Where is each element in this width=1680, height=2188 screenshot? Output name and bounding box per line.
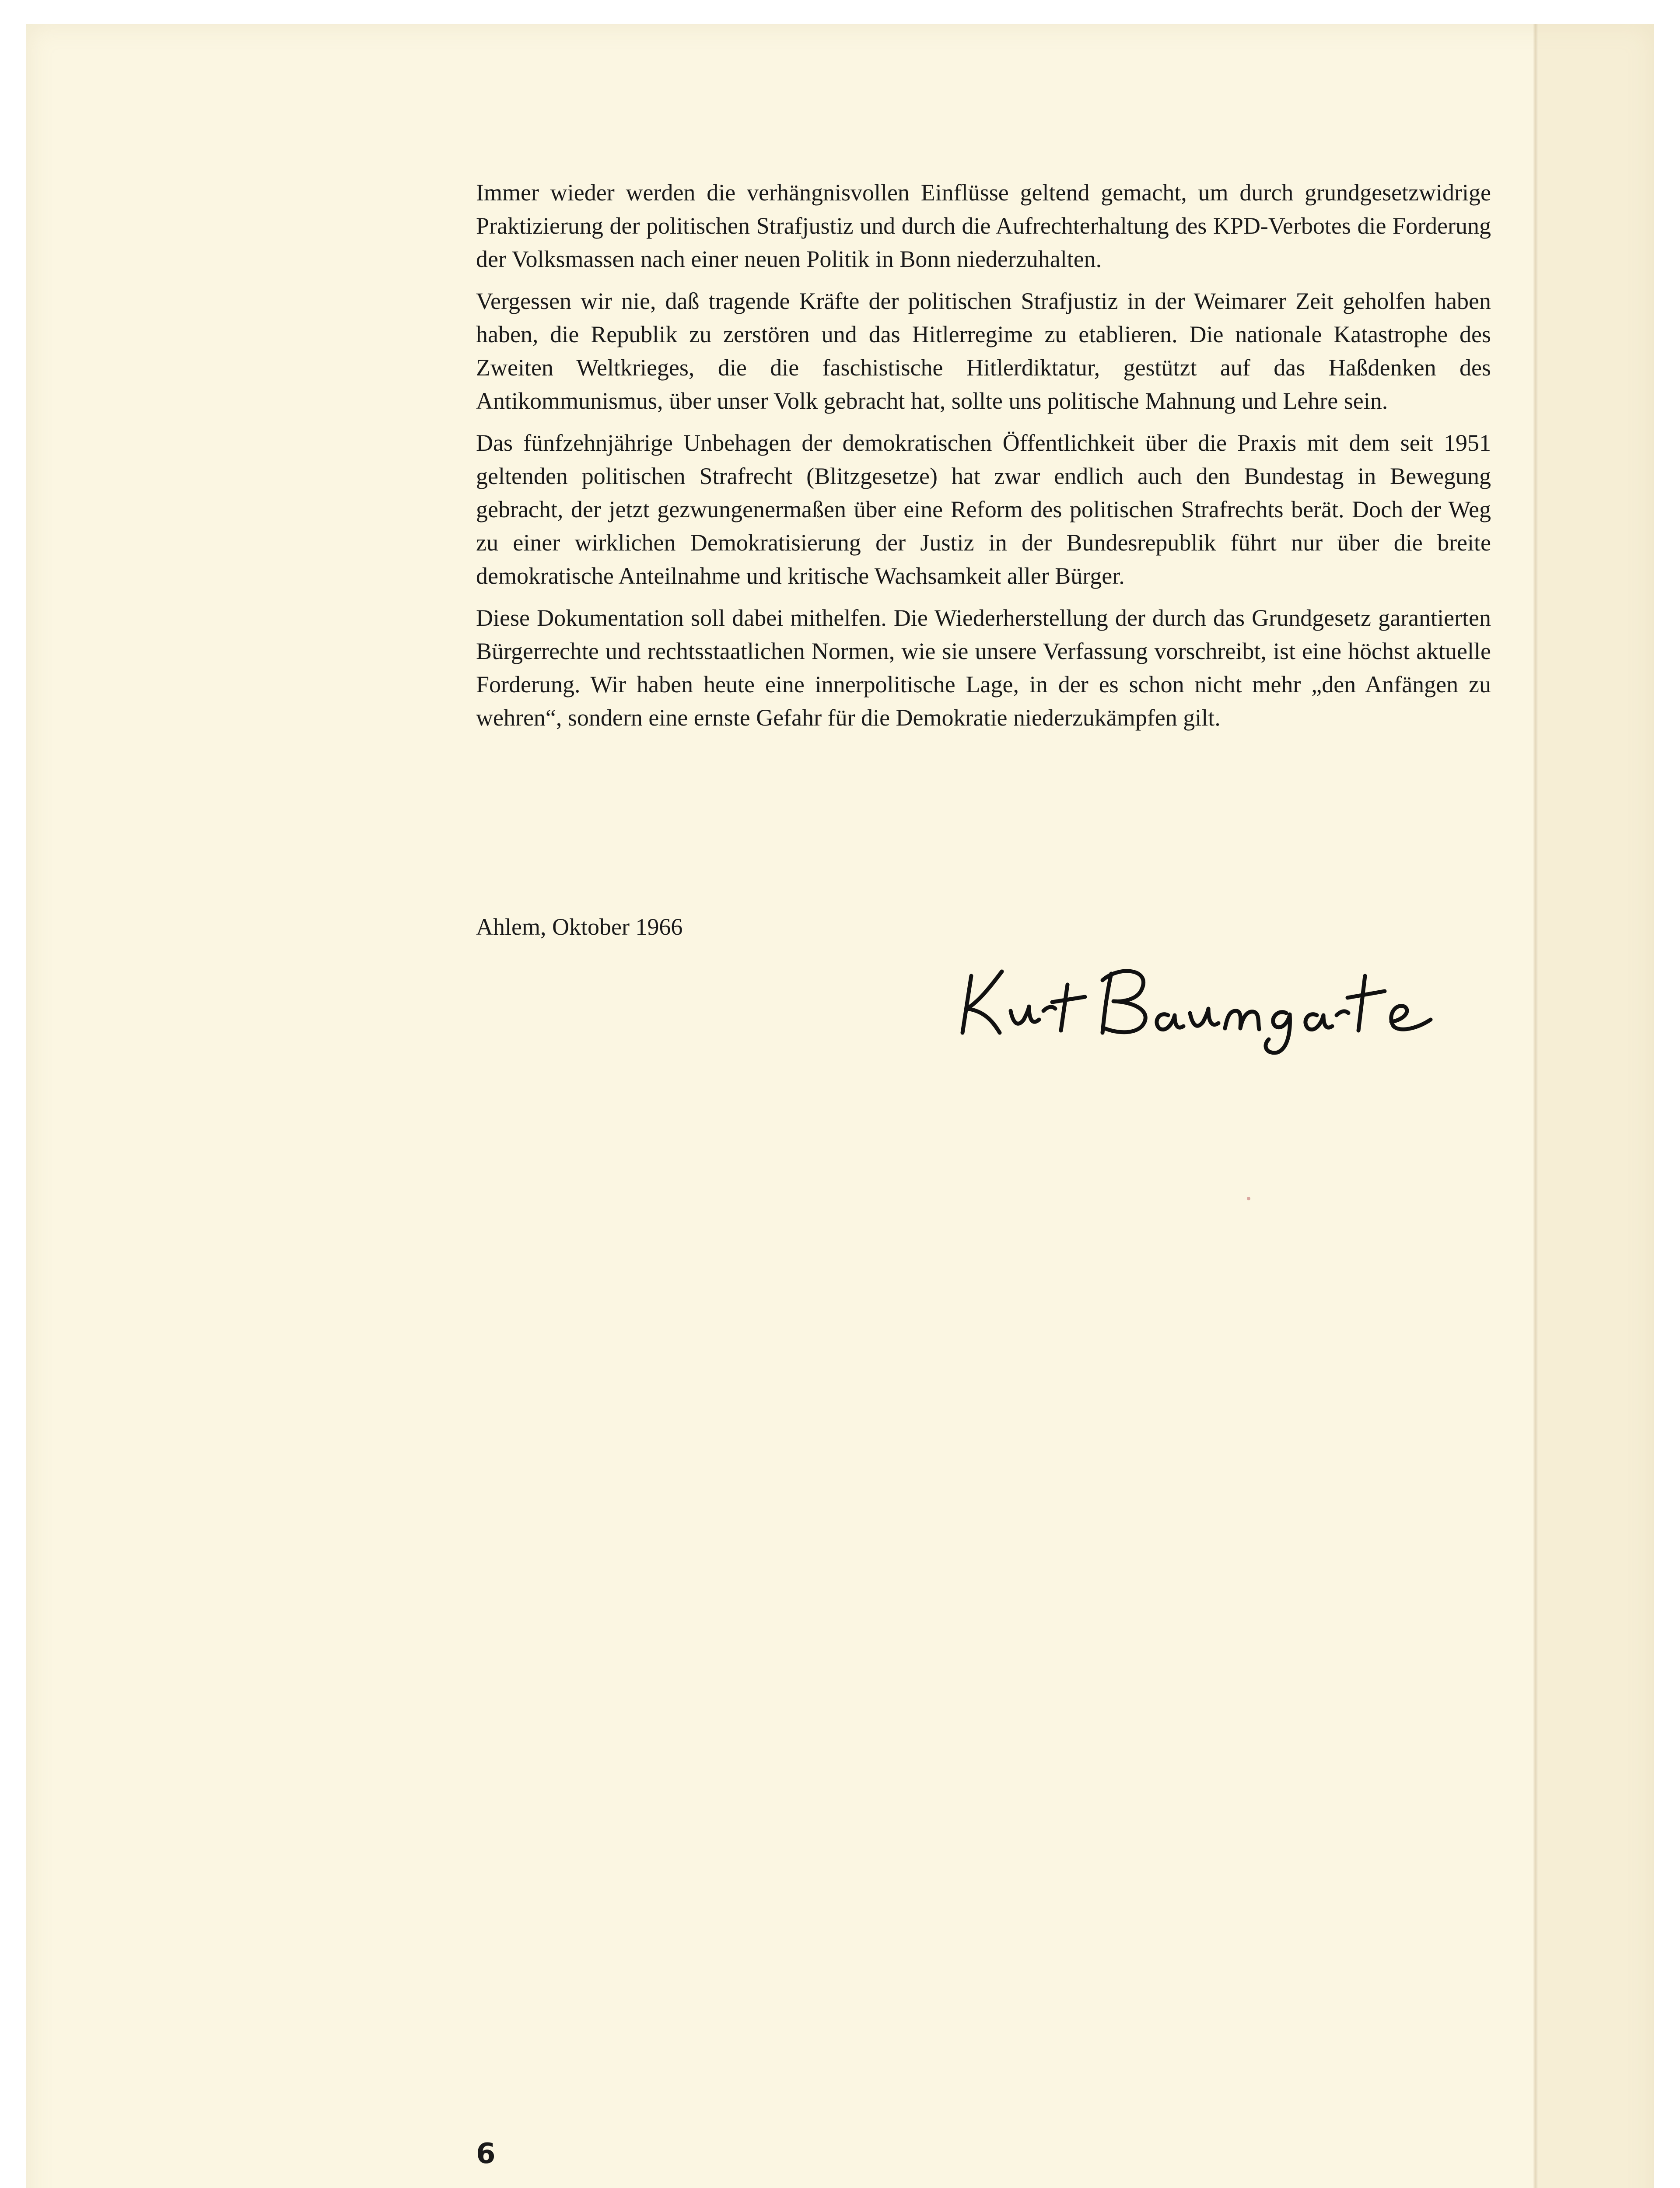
page-number: 6: [476, 2138, 496, 2170]
paragraph-3: Das fünfzehnjährige Unbehagen der demokratischen Öffentlichkeit über die Praxis mit dem seit 1951 geltenden politischen Strafrecht (Blitzgesetze) hat zwar endlich auch den Bundestag in Bewegung gebracht, der jetzt gezwungenermaßen über eine Reform des politischen Strafrechts berät. Doch der Weg zu einer wirklichen Demokratisierung der Justiz in der Bundesrepublik führt nur über die breite demokratische Anteilnahme und kritische Wachsamkeit aller Bürger.: [476, 430, 1491, 589]
fold-line: [1533, 24, 1538, 2188]
body-text: [476, 176, 1491, 743]
paragraph-1: Immer wieder werden die verhängnisvollen Einflüsse geltend gemacht, um durch grundgesetzwidrige Praktizierung der politischen Strafjustiz und durch die Aufrechterhaltung des KPD-Verbotes die Forderung der Volksmassen nach einer neuen Politik in Bonn niederzuhalten.: [476, 179, 1491, 272]
handwritten-signature: [954, 945, 1461, 1059]
paragraph-2: Vergessen wir nie, daß tragende Kräfte der politischen Strafjustiz in der Weimarer Zeit geholfen haben haben, die Republik zu zerstören und das Hitlerregime zu etablieren. Die nationale Katastrophe des Zweiten Weltkrieges, die die faschistische Hitlerdiktatur, gestützt auf das Haßdenken des Antikommunismus, über unser Volk gebracht hat, sollte uns politische Mahnung und Lehre sein.: [476, 288, 1491, 414]
place-and-date: Ahlem, Oktober 1966: [476, 914, 683, 940]
page-edge-shade: [1538, 24, 1654, 2188]
paragraph-4: Diese Dokumentation soll dabei mithelfen. Die Wiederherstellung der durch das Grundgesetz garantierten Bürgerrechte und rechtsstaatlichen Normen, wie sie unsere Verfassung vorschreibt, ist eine höchst aktuelle Forderung. Wir haben heute eine innerpolitische Lage, in der es schon nicht mehr „den Anfängen zu wehren“, sondern eine ernste Gefahr für die Demokratie niederzukämpfen gilt.: [476, 605, 1491, 731]
paper-speck: [1247, 1197, 1250, 1200]
